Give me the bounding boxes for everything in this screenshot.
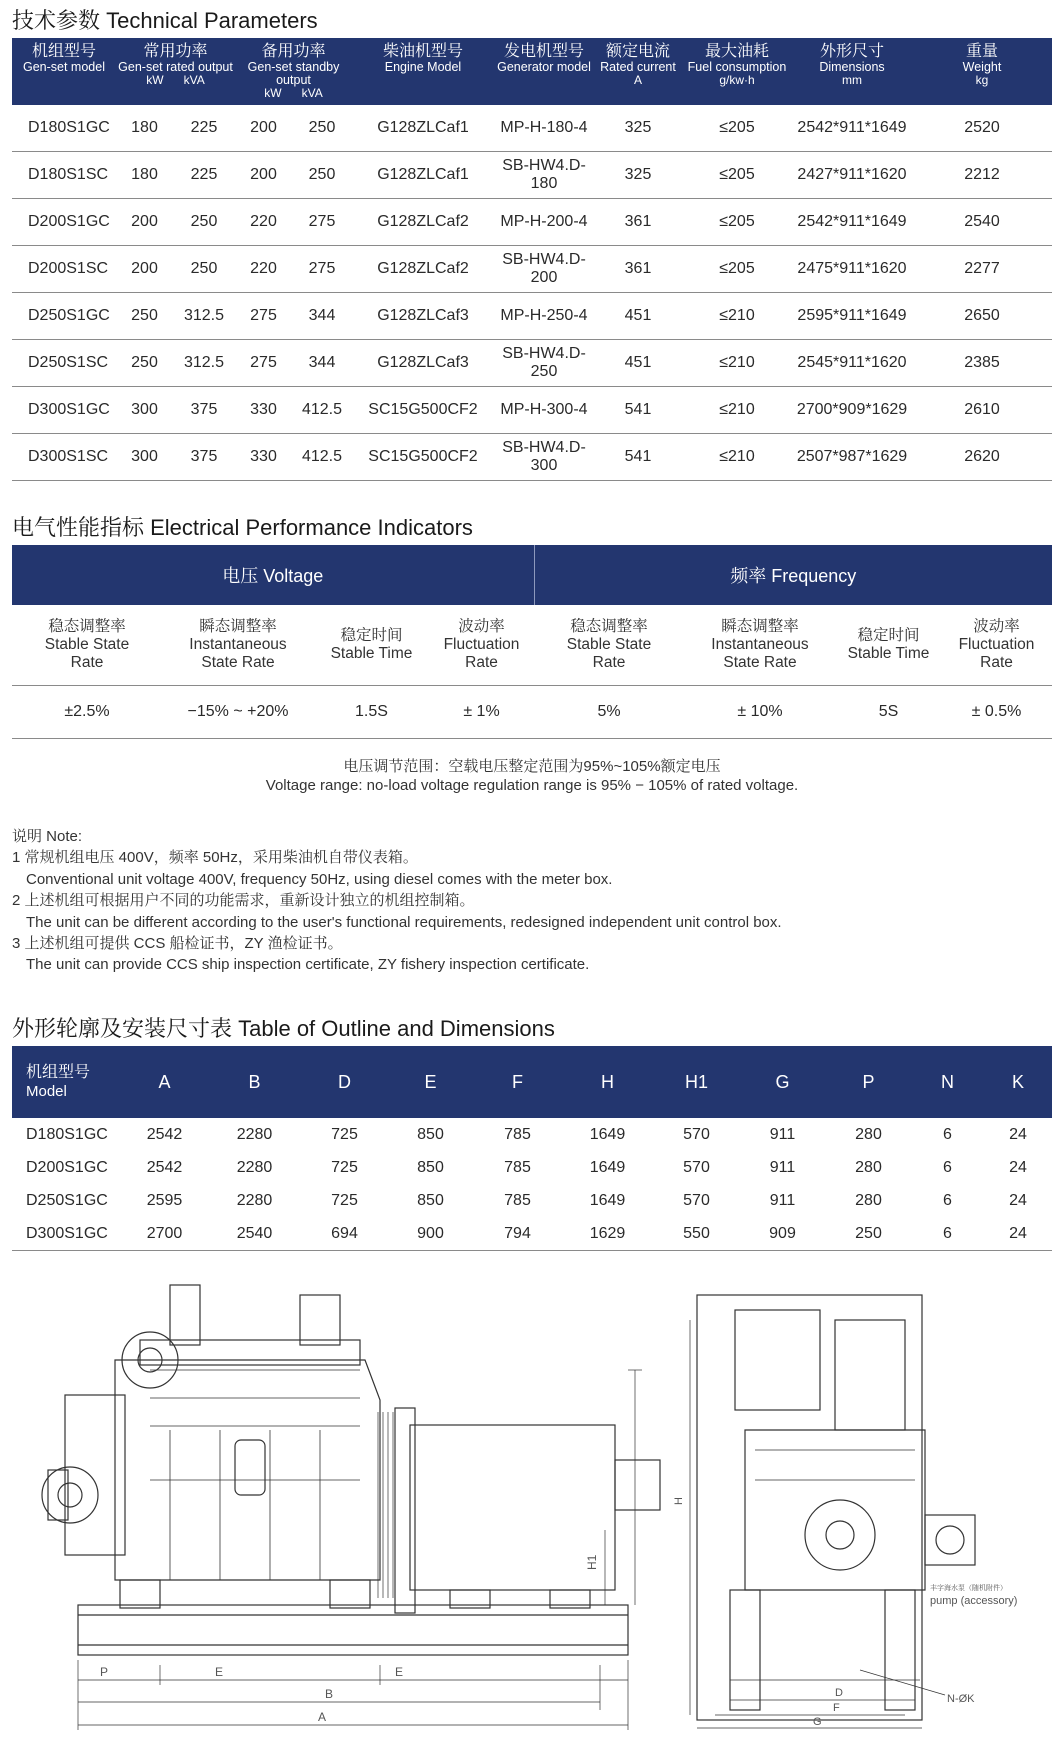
table-cell: 2277 [912,245,1052,292]
table-cell: 2475*911*1620 [792,245,912,292]
table-cell: SB-HW4.D-250 [494,339,594,386]
table-cell: 541 [594,386,682,433]
table-cell: G128ZLCaf3 [352,339,494,386]
table-cell: 911 [769,1125,796,1143]
table-row [12,1217,1052,1251]
table-cell: 911 [769,1191,796,1209]
voltage-group-header: 电压 Voltage [222,566,324,586]
dim-header-b: B [248,1071,261,1092]
table-cell: ≤205 [682,245,792,292]
table-cell: 220 [235,245,292,292]
table-cell: ≤210 [682,386,792,433]
table-row [12,292,1052,339]
note-3-en: The unit can provide CCS ship inspection certificate, ZY fishery inspection certificate. [26,956,590,974]
header-dim-model: 机组型号 Model [26,1064,91,1100]
table-cell: 375 [173,386,235,433]
table-cell: 451 [594,339,682,386]
table-cell: 2507*987*1629 [792,433,912,480]
table-cell: 300 [116,433,173,480]
table-cell: 694 [302,1217,387,1251]
dim-header-n: N [941,1071,954,1092]
electrical-value: ± 10% [684,686,836,739]
table-cell: D200S1GC [12,198,116,245]
header-standby-output: 备用功率 Gen-set standby output kW kVA [247,43,340,101]
voltage-range-en: Voltage range: no-load voltage regulation range is 95% − 105% of rated voltage. [265,777,799,794]
dim-label-e2: E [395,1665,404,1679]
table-cell: 250 [292,105,352,152]
table-cell: 24 [1009,1125,1027,1143]
table-cell: 451 [594,292,682,339]
table-cell: 280 [855,1158,882,1176]
technical-header-row [12,38,1052,105]
table-cell: 570 [683,1158,710,1176]
table-cell: 2542 [146,1125,183,1143]
table-cell: 785 [504,1158,531,1176]
dim-label-g: G [813,1716,822,1728]
table-cell: 2545*911*1620 [792,339,912,386]
table-cell: ≤205 [682,105,792,152]
table-cell: 250 [116,292,173,339]
table-row [12,339,1052,386]
table-cell: MP-H-180-4 [494,105,594,152]
table-cell: 794 [474,1217,561,1251]
table-cell: 2700*909*1629 [792,386,912,433]
table-cell: 2595 [146,1191,183,1209]
table-cell: 312.5 [173,339,235,386]
dim-label-h1: H1 [585,1554,599,1570]
table-cell: 312.5 [173,292,235,339]
table-cell: 280 [855,1125,882,1143]
table-cell: SB-HW4.D-300 [494,433,594,480]
table-cell: 570 [683,1191,710,1209]
table-cell: 250 [173,245,235,292]
table-cell: 344 [292,339,352,386]
table-cell: D300S1GC [12,1217,122,1251]
table-cell: 412.5 [292,433,352,480]
note-1-en: Conventional unit voltage 400V, frequency 50Hz, using diesel comes with the meter box. [26,870,613,888]
dim-label-d: D [835,1687,843,1699]
table-cell: 1629 [561,1217,654,1251]
table-cell: D250S1GC [12,292,116,339]
dim-header-d: D [338,1071,351,1092]
table-row [12,151,1052,198]
table-cell: 1649 [589,1125,626,1143]
table-cell: SC15G500CF2 [352,386,494,433]
table-row [12,105,1052,152]
table-cell: 2540 [912,198,1052,245]
table-cell: D180S1GC [12,105,116,152]
table-cell: 330 [235,386,292,433]
electrical-table [12,545,1052,739]
table-cell: D200S1SC [12,245,116,292]
table-cell: 250 [116,339,173,386]
side-view-drawing [40,1280,680,1732]
table-cell: 6 [943,1125,952,1143]
table-cell: 225 [173,151,235,198]
dim-label-b: B [325,1687,334,1701]
table-cell: 850 [417,1191,444,1209]
table-cell: 24 [984,1217,1052,1251]
table-cell: G128ZLCaf1 [352,151,494,198]
table-cell: MP-H-300-4 [494,386,594,433]
electrical-subheader: 波动率 Fluctuation Rate [941,605,1052,686]
table-cell: 2212 [912,151,1052,198]
dimensions-title: 外形轮廓及安装尺寸表 Table of Outline and Dimensions [12,1016,555,1041]
table-row [12,1151,1052,1184]
table-cell: 250 [292,151,352,198]
table-cell: 2427*911*1620 [792,151,912,198]
table-cell: ≤210 [682,292,792,339]
table-cell: 325 [594,151,682,198]
table-row [12,245,1052,292]
table-cell: 361 [594,198,682,245]
table-cell: D180S1GC [26,1125,108,1143]
table-cell: 725 [331,1191,358,1209]
table-cell: D300S1SC [12,433,116,480]
table-cell: 2280 [236,1191,273,1209]
dim-header-h: H [601,1071,614,1092]
header-rated-output: 常用功率 Gen-set rated output kW kVA [118,43,233,87]
table-cell: 24 [1009,1191,1027,1209]
table-cell: 412.5 [292,386,352,433]
electrical-subheader: 瞬态调整率 Instantaneous State Rate [162,605,314,686]
table-cell: MP-H-200-4 [494,198,594,245]
table-cell: 2542 [146,1158,183,1176]
table-cell: 375 [173,433,235,480]
dim-header-p: P [862,1071,875,1092]
table-cell: 225 [173,105,235,152]
technical-title: 技术参数 Technical Parameters [12,8,318,33]
table-cell: 2620 [912,433,1052,480]
table-row [12,386,1052,433]
electrical-subheader: 稳定时间 Stable Time [836,605,941,686]
dim-label-a: A [318,1710,327,1724]
table-cell: D250S1SC [12,339,116,386]
table-cell: SC15G500CF2 [352,433,494,480]
table-cell: 2700 [122,1217,207,1251]
dim-header-h1: H1 [684,1071,708,1092]
dim-header-g: G [775,1071,790,1092]
dim-label-f: F [833,1702,840,1714]
table-cell: 911 [769,1158,796,1176]
table-cell: 2542*911*1649 [792,105,912,152]
electrical-subheader: 波动率 Fluctuation Rate [429,605,534,686]
table-cell: 220 [235,198,292,245]
table-cell: 250 [826,1217,911,1251]
dim-header-k: K [1011,1071,1024,1092]
table-cell: 2540 [207,1217,302,1251]
note-2-en: The unit can be different according to the user's functional requirements, redesigned independent unit control box. [26,913,782,931]
table-cell: ≤210 [682,433,792,480]
table-cell: ≤210 [682,339,792,386]
table-row [12,1118,1052,1151]
electrical-subheader: 稳态调整率 Stable State Rate [12,605,162,686]
electrical-subheader: 瞬态调整率 Instantaneous State Rate [684,605,836,686]
table-cell: 785 [504,1191,531,1209]
header-rated-current: 额定电流 Rated current A [600,43,676,87]
table-cell: 2595*911*1649 [792,292,912,339]
table-cell: 541 [594,433,682,480]
table-cell: 900 [387,1217,474,1251]
dimensions-table [12,1046,1052,1251]
dim-label-e1: E [215,1665,224,1679]
table-cell: 275 [235,292,292,339]
table-cell: 275 [235,339,292,386]
table-cell: 344 [292,292,352,339]
table-cell: 330 [235,433,292,480]
electrical-value: 5S [836,686,941,739]
table-cell: 200 [235,151,292,198]
electrical-value: ± 1% [429,686,534,739]
table-cell: 725 [331,1158,358,1176]
header-engine-model: 柴油机型号 Engine Model [382,43,463,74]
table-cell: 1649 [589,1158,626,1176]
electrical-subheader-row [12,605,1052,686]
table-cell: 250 [173,198,235,245]
dim-header-a: A [158,1071,171,1092]
table-cell: 570 [683,1125,710,1143]
table-cell: 6 [943,1191,952,1209]
mount-label: N-ØK [947,1693,975,1705]
header-dimensions: 外形尺寸 Dimensions mm [819,43,885,87]
table-cell: 550 [654,1217,739,1251]
table-cell: 2280 [236,1125,273,1143]
table-cell: 180 [116,151,173,198]
table-cell: G128ZLCaf1 [352,105,494,152]
table-cell: 2280 [236,1158,273,1176]
table-cell: 275 [292,245,352,292]
table-cell: 785 [504,1125,531,1143]
table-cell: 909 [739,1217,826,1251]
table-cell: ≤205 [682,151,792,198]
table-cell: D180S1SC [12,151,116,198]
pump-label-cn: 丰字海水泵（随机附件） [930,1585,1007,1592]
electrical-value: −15% ~ +20% [162,686,314,739]
electrical-value: 5% [534,686,684,739]
table-cell: MP-H-250-4 [494,292,594,339]
table-cell: D250S1GC [26,1191,108,1209]
dimensions-header-row [12,1046,1052,1118]
table-cell: 325 [594,105,682,152]
table-cell: 200 [116,198,173,245]
table-cell: G128ZLCaf3 [352,292,494,339]
frequency-group-header: 频率 Frequency [534,545,1052,605]
notes-title: 说明 Note: [12,828,83,845]
table-row [12,433,1052,480]
note-1-cn: 1 常规机组电压 400V，频率 50Hz，采用柴油机自带仪表箱。 [12,849,418,867]
table-cell: 275 [292,198,352,245]
end-view-drawing [673,1290,1045,1732]
table-cell: 6 [943,1158,952,1176]
header-generator-model: 发电机型号 Generator model [497,43,591,74]
header-fuel-consumption: 最大油耗 Fuel consumption g/kw·h [687,43,787,87]
table-cell: 2542*911*1649 [792,198,912,245]
table-row [12,1184,1052,1217]
table-cell: ≤205 [682,198,792,245]
table-cell: 6 [911,1217,984,1251]
dim-header-f: F [512,1071,523,1092]
table-cell: 300 [116,386,173,433]
table-cell: 200 [116,245,173,292]
table-cell: 180 [116,105,173,152]
table-cell: 2610 [912,386,1052,433]
table-cell: G128ZLCaf2 [352,245,494,292]
voltage-range-cn: 电压调节范围：空载电压整定范围为95%~105%额定电压 [343,758,721,775]
electrical-value-row [12,686,1052,739]
table-cell: 850 [417,1125,444,1143]
notes-block [12,826,782,976]
table-cell: 2520 [912,105,1052,152]
electrical-value: ± 0.5% [941,686,1052,739]
table-cell: SB-HW4.D-180 [494,151,594,198]
note-2-cn: 2 上述机组可根据用户不同的功能需求，重新设计独立的机组控制箱。 [12,892,475,910]
table-cell: 24 [1009,1158,1027,1176]
dim-header-e: E [424,1071,437,1092]
table-cell: 2650 [912,292,1052,339]
table-cell: 1649 [589,1191,626,1209]
table-cell: SB-HW4.D-200 [494,245,594,292]
electrical-value: ±2.5% [12,686,162,739]
electrical-subheader: 稳定时间 Stable Time [314,605,429,686]
table-cell: 2385 [912,339,1052,386]
dim-label-p: P [100,1665,109,1679]
table-cell: D200S1GC [26,1158,108,1176]
table-cell: 280 [855,1191,882,1209]
electrical-value: 1.5S [314,686,429,739]
table-cell: 200 [235,105,292,152]
table-cell: 361 [594,245,682,292]
header-weight: 重量 Weight kg [962,43,1002,87]
table-cell: G128ZLCaf2 [352,198,494,245]
table-cell: 850 [417,1158,444,1176]
table-cell: D300S1GC [12,386,116,433]
technical-table [12,38,1052,481]
dim-label-h: H [673,1497,685,1505]
note-3-cn: 3 上述机组可提供 CCS 船检证书，ZY 渔检证书。 [12,935,343,953]
table-row [12,198,1052,245]
electrical-subheader: 稳态调整率 Stable State Rate [534,605,684,686]
electrical-title: 电气性能指标 Electrical Performance Indicators [12,515,473,540]
table-cell: 725 [331,1125,358,1143]
pump-label-en: pump (accessory) [930,1595,1018,1607]
header-model: 机组型号 Gen-set model [23,43,105,74]
